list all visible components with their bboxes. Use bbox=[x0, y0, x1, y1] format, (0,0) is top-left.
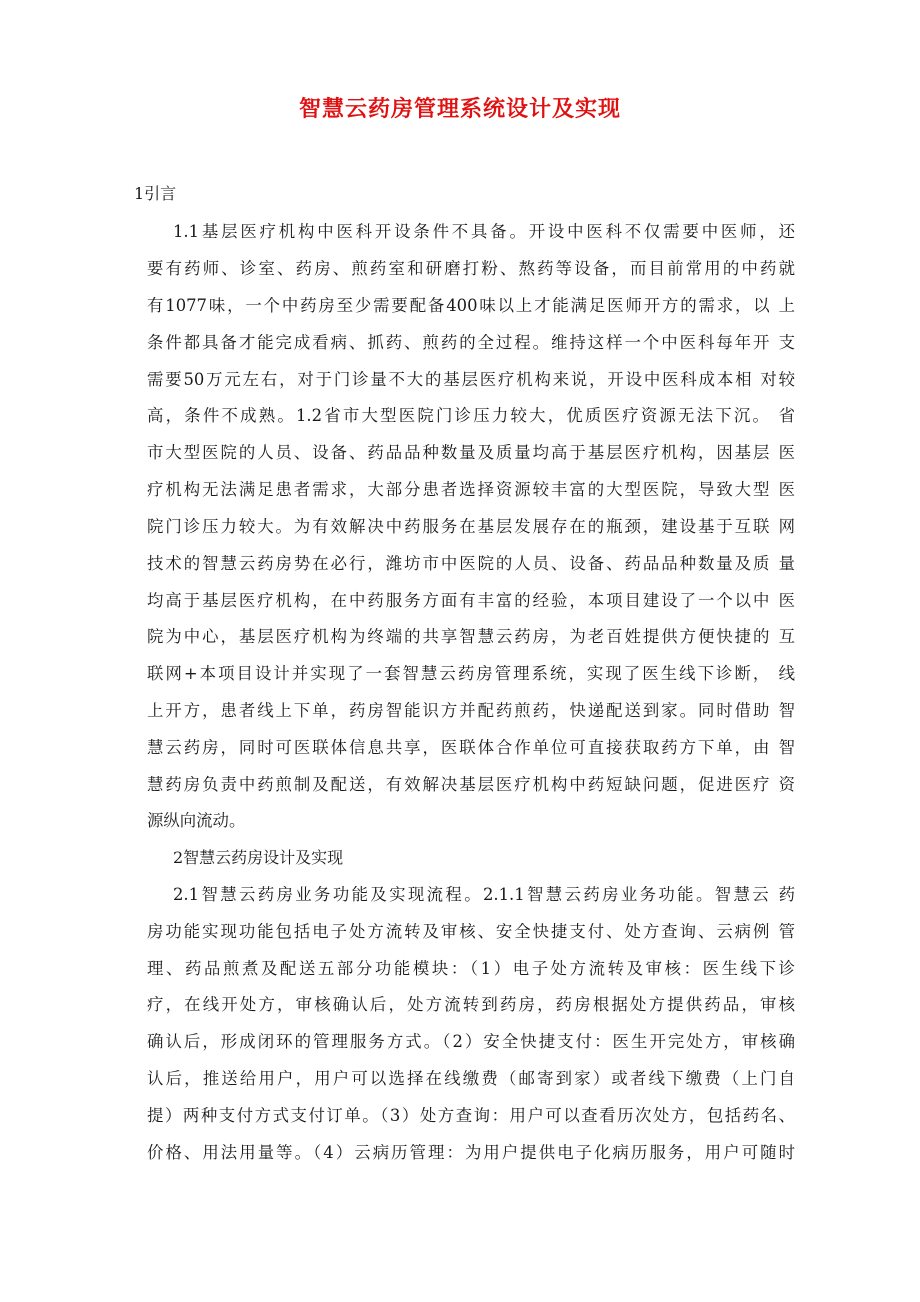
paragraph-2-line: 认后，推送给用户，用户可以选择在线缴费（邮寄到家）或者线下缴费（上门自 bbox=[147, 1069, 795, 1088]
paragraph-1-line: 1.1基层医疗机构中医科开设条件不具备。开设中医科不仅需要中医师，还 bbox=[173, 222, 795, 241]
paragraph-1-line: 有1077味，一个中药房至少需要配备400味以上才能满足医师开方的需求，以 上 bbox=[147, 296, 795, 315]
paragraph-2-line: 疗，在线开处方，审核确认后，处方流转到药房，药房根据处方提供药品，审核 bbox=[147, 995, 795, 1014]
paragraph-1-line: 疗机构无法满足患者需求，大部分患者选择资源较丰富的大型医院，导致大型 医 bbox=[147, 480, 795, 499]
paragraph-1-line: 高，条件不成熟。1.2省市大型医院门诊压力较大，优质医疗资源无法下沉。 省 bbox=[147, 406, 795, 425]
paragraph-1-line: 院为中心，基层医疗机构为终端的共享智慧云药房，为老百姓提供方便快捷的 互 bbox=[147, 627, 795, 646]
paragraph-2-line: 房功能实现功能包括电子处方流转及审核、安全快捷支付、处方查询、云病例 管 bbox=[147, 922, 795, 941]
paragraph-1-line: 市大型医院的人员、设备、药品品种数量及质量均高于基层医疗机构，因基层 医 bbox=[147, 443, 795, 462]
paragraph-1-line: 需要50万元左右，对于门诊量不大的基层医疗机构来说，开设中医科成本相 对较 bbox=[147, 370, 795, 389]
paragraph-1-line: 院门诊压力较大。为有效解决中药服务在基层发展存在的瓶颈，建设基于互联 网 bbox=[147, 517, 795, 536]
section-2-heading: 2智慧云药房设计及实现 bbox=[173, 848, 344, 867]
paragraph-1-line: 技术的智慧云药房势在必行，潍坊市中医院的人员、设备、药品品种数量及质 量 bbox=[147, 554, 795, 573]
paragraph-1-line: 联网+本项目设计并实现了一套智慧云药房管理系统，实现了医生线下诊断， 线 bbox=[147, 664, 795, 683]
paragraph-1-line: 条件都具备才能完成看病、抓药、煎药的全过程。维持这样一个中医科每年开 支 bbox=[147, 333, 795, 352]
paragraph-2-line: 提）两种支付方式支付订单。（3）处方查询：用户可以查看历次处方，包括药名、 bbox=[147, 1106, 795, 1125]
document-title: 智慧云药房管理系统设计及实现 bbox=[298, 97, 621, 122]
paragraph-2-line: 价格、用法用量等。（4）云病历管理：为用户提供电子化病历服务，用户可随时 bbox=[147, 1143, 795, 1162]
paragraph-2-line: 2.1智慧云药房业务功能及实现流程。2.1.1智慧云药房业务功能。智慧云 药 bbox=[173, 885, 795, 904]
paragraph-1-line: 要有药师、诊室、药房、煎药室和研磨打粉、熬药等设备，而目前常用的中药就 bbox=[147, 259, 795, 278]
section-1-heading: 1引言 bbox=[134, 184, 177, 203]
paragraph-1-line: 慧药房负责中药煎制及配送，有效解决基层医疗机构中药短缺问题，促进医疗 资 bbox=[147, 775, 795, 794]
paragraph-2-line: 确认后，形成闭环的管理服务方式。（2）安全快捷支付：医生开完处方，审核确 bbox=[147, 1032, 795, 1051]
paragraph-1-line: 慧云药房，同时可医联体信息共享，医联体合作单位可直接获取药方下单，由 智 bbox=[147, 738, 795, 757]
paragraph-1-line: 上开方，患者线上下单，药房智能识方并配药煎药，快递配送到家。同时借助 智 bbox=[147, 701, 795, 720]
paragraph-1-line: 源纵向流动。 bbox=[147, 811, 246, 830]
paragraph-2-line: 理、药品煎煮及配送五部分功能模块：（1）电子处方流转及审核：医生线下诊 bbox=[147, 959, 795, 978]
paragraph-1-line: 均高于基层医疗机构，在中药服务方面有丰富的经验，本项目建设了一个以中 医 bbox=[147, 591, 795, 610]
